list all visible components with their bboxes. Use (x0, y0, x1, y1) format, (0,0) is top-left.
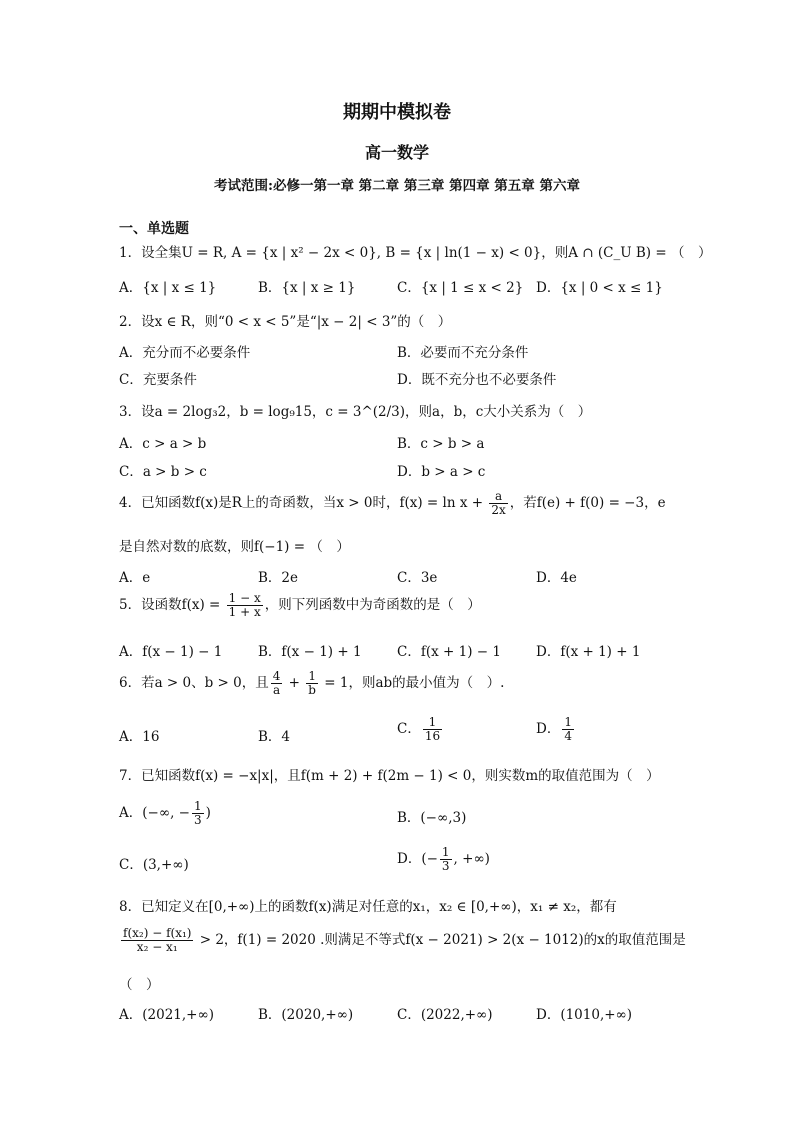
q6-option-c (397, 716, 444, 743)
q2-option-d: D．既不充分也不必要条件 (397, 372, 557, 388)
q8-option-d: D．(1010,+∞) (536, 1007, 633, 1023)
q3-option-c: C．a > b > c (119, 464, 207, 480)
q7-optD-post: , +∞) (453, 851, 490, 867)
q8-option-b: B．(2020,+∞) (258, 1007, 354, 1023)
q5-stem-post: ，则下列函数中为奇函数的是（ ） (264, 597, 481, 613)
q3-option-d: D．b > a > c (397, 464, 486, 480)
q8-stem-post: > 2，f(1) = 2020 .则满足不等式f(x − 2021) > 2(x − 1012)的x的取值范围是 (195, 932, 686, 948)
question-8-stem-line2 (119, 927, 686, 954)
q7-optD-pre: D．(− (397, 851, 438, 867)
q4-option-c: C．3e (397, 570, 438, 586)
q1-option-c: C．{x | 1 ≤ x < 2} (397, 280, 524, 296)
question-4-stem-line2: 是自然对数的底数，则f(−1) = （ ） (119, 539, 350, 555)
q7-optA-den: 3 (193, 813, 202, 827)
q5-option-a: A．f(x − 1) − 1 (119, 644, 223, 660)
q6-optc-den: 16 (424, 729, 441, 743)
q6-option-b: B．4 (258, 729, 291, 745)
q8-fraction (121, 927, 193, 954)
q5-fraction (227, 592, 263, 619)
q6-option-d (536, 716, 576, 743)
q6-fraction-1 (271, 670, 283, 697)
exam-scope: 考试范围:必修一第一章 第二章 第三章 第四章 第五章 第六章 (214, 178, 580, 194)
question-7-stem: 7．已知函数f(x) = −x|x|，且f(m + 2) + f(2m − 1) < 0，则实数m的取值范围为（ ） (119, 768, 660, 784)
q8-option-c: C．(2022,+∞) (397, 1007, 493, 1023)
q6-frac2-den: b (308, 683, 316, 697)
q7-option-d (397, 846, 490, 873)
q7-option-a (119, 800, 211, 827)
q2-option-c: C．充要条件 (119, 372, 197, 388)
q4-frac-num: a (489, 490, 507, 504)
question-1-stem: 1．设全集U = R, A = {x | x² − 2x < 0}, B = {x | ln(1 − x) < 0}，则A ∩ (C_U B) = （ ） (119, 245, 712, 261)
q5-frac-num: 1 − x (228, 591, 261, 605)
q2-option-b: B．必要而不充分条件 (397, 345, 529, 361)
q1-option-d: D．{x | 0 < x ≤ 1} (536, 280, 663, 296)
q6-frac2-num: 1 (306, 670, 318, 684)
q6-option-c-fraction (423, 716, 442, 743)
q3-option-a: A．c > a > b (119, 436, 207, 452)
q7-optD-fraction (440, 846, 452, 873)
q8-option-a: A．(2021,+∞) (119, 1007, 214, 1023)
q4-fraction (489, 490, 507, 517)
q7-option-c: C．(3,+∞) (119, 857, 189, 873)
q3-option-b: B．c > b > a (397, 436, 485, 452)
q5-stem-pre: 5．设函数f(x) = (119, 597, 225, 613)
q1-option-a: A．{x | x ≤ 1} (119, 280, 217, 296)
q6-option-d-fraction (562, 716, 574, 743)
question-8-stem-line3: （ ） (119, 977, 160, 993)
page-title: 期期中模拟卷 (343, 102, 451, 123)
q4-option-d: D．4e (536, 570, 577, 586)
q4-option-b: B．2e (258, 570, 298, 586)
q7-optA-fraction (192, 800, 204, 827)
q7-optA-post: ) (205, 805, 211, 821)
q7-option-b: B．(−∞,3) (397, 810, 467, 826)
page-subtitle: 高一数学 (364, 143, 429, 162)
q4-option-a: A．e (119, 570, 151, 586)
q8-frac-num: f(x₂) − f(x₁) (123, 926, 192, 940)
q6-optd-num: 1 (564, 715, 572, 729)
question-4-stem (119, 490, 666, 517)
q6-option-d-label: D． (536, 721, 561, 737)
q5-frac-den: 1 + x (228, 605, 261, 619)
q6-optd-den: 4 (564, 729, 572, 743)
section-heading: 一、单选题 (119, 221, 189, 237)
q5-option-b: B．f(x − 1) + 1 (258, 644, 362, 660)
q7-optA-pre: A．(−∞, − (119, 805, 190, 821)
question-3-stem: 3．设a = 2log₃2，b = log₉15，c = 3^(2/3)，则a，b，c大小关系为（ ） (119, 404, 592, 420)
q6-frac1-den: a (272, 683, 281, 697)
q6-stem-post: = 1，则ab的最小值为（ ）. (319, 675, 505, 691)
question-2-stem: 2．设x ∈ R，则“0 < x < 5”是“|x − 2| < 3”的（ ） (119, 314, 452, 330)
q5-option-d: D．f(x + 1) + 1 (536, 644, 641, 660)
question-5-stem (119, 592, 481, 619)
q6-fraction-2 (306, 670, 318, 697)
q8-frac-den: x₂ − x₁ (136, 940, 178, 954)
q6-plus: + (284, 675, 305, 691)
q4-stem-pre: 4．已知函数f(x)是R上的奇函数，当x > 0时，f(x) = ln x + (119, 495, 488, 511)
q6-option-c-label: C． (397, 721, 421, 737)
q1-option-b: B．{x | x ≥ 1} (258, 280, 356, 296)
q7-optD-num: 1 (441, 845, 450, 859)
q6-option-a: A．16 (119, 729, 160, 745)
q6-stem-pre: 6．若a > 0、b > 0，且 (119, 675, 269, 691)
q5-option-c: C．f(x + 1) − 1 (397, 644, 501, 660)
question-8-stem: 8．已知定义在[0,+∞)上的函数f(x)满足对任意的x₁，x₂ ∈ [0,+∞)，x₁ ≠ x₂，都有 (119, 899, 617, 915)
q6-frac1-num: 4 (272, 669, 281, 683)
q7-optA-num: 1 (193, 799, 202, 813)
q2-option-a: A．充分而不必要条件 (119, 345, 251, 361)
question-6-stem (119, 670, 504, 697)
q6-optc-num: 1 (423, 716, 442, 730)
q7-optD-den: 3 (441, 859, 450, 873)
q4-stem-post: ，若f(e) + f(0) = −3，e (509, 495, 666, 511)
q4-frac-den: 2x (491, 503, 506, 517)
